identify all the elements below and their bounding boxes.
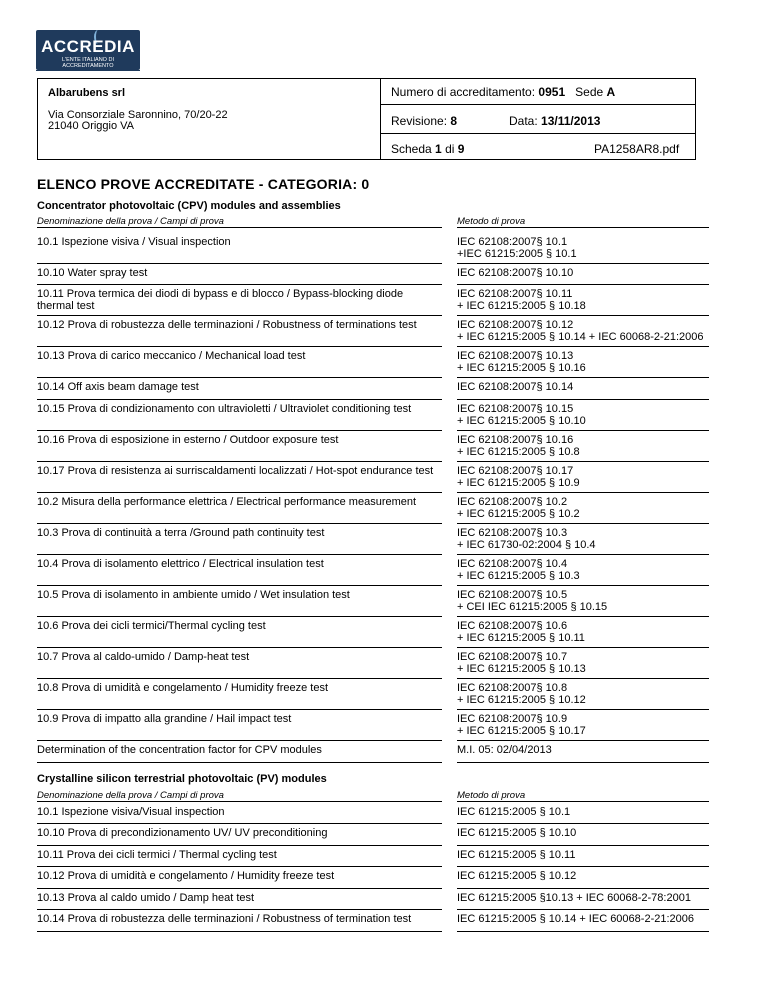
test-name: 10.10 Water spray test — [37, 267, 148, 279]
test-method: IEC 62108:2007§ 10.9 + IEC 61215:2005 § 10.17 — [457, 713, 586, 737]
table-row — [37, 889, 709, 910]
table-row — [37, 524, 709, 555]
header-divider-vertical — [380, 79, 381, 160]
test-method: IEC 62108:2007§ 10.7 + IEC 61215:2005 § 10.13 — [457, 651, 586, 675]
test-name: 10.14 Off axis beam damage test — [37, 381, 199, 393]
test-method: IEC 61215:2005 § 10.1 — [457, 806, 571, 818]
test-name: 10.15 Prova di condizionamento con ultravioletti / Ultraviolet conditioning test — [37, 403, 412, 415]
test-name: 10.2 Misura della performance elettrica / Electrical performance measurement — [37, 496, 417, 508]
section-title: Crystalline silicon terrestrial photovoltaic (PV) modules — [37, 773, 327, 785]
address-line-1: Via Consorziale Saronnino, 70/20-22 — [48, 109, 228, 121]
table-row — [37, 741, 709, 763]
table-row — [37, 555, 709, 586]
sheet-info — [391, 142, 464, 156]
table-row — [37, 264, 709, 285]
test-method: IEC 62108:2007§ 10.14 — [457, 381, 574, 393]
table-row — [37, 378, 709, 400]
revision-info — [391, 114, 457, 128]
table-row — [37, 493, 709, 524]
table-row — [37, 347, 709, 378]
test-method: IEC 61215:2005 § 10.10 — [457, 827, 577, 839]
test-name: 10.11 Prova dei cicli termici / Thermal cycling test — [37, 849, 277, 861]
table-row — [37, 431, 709, 462]
revision-label: Revisione: — [391, 114, 448, 128]
logo-name: ACCREDIA — [41, 37, 135, 56]
table-row — [37, 824, 709, 846]
test-method: IEC 62108:2007§ 10.5 + CEI IEC 61215:2005 § 10.15 — [457, 589, 608, 613]
test-name: 10.7 Prova al caldo-umido / Damp-heat test — [37, 651, 250, 663]
test-method: IEC 61215:2005 § 10.11 — [457, 849, 576, 861]
test-name: 10.5 Prova di isolamento in ambiente umido / Wet insulation test — [37, 589, 350, 601]
company-name: Albarubens srl — [48, 87, 126, 99]
test-method: IEC 62108:2007§ 10.6 + IEC 61215:2005 § 10.11 — [457, 620, 585, 644]
page-title: ELENCO PROVE ACCREDITATE - CATEGORIA: 0 — [37, 176, 370, 192]
test-method: IEC 62108:2007§ 10.3 + IEC 61730-02:2004 § 10.4 — [457, 527, 596, 551]
test-name: 10.12 Prova di robustezza delle terminazioni / Robustness of terminations test — [37, 319, 417, 331]
accreditation-label: Numero di accreditamento: — [391, 85, 536, 99]
test-name: 10.11 Prova termica dei diodi di bypass e di blocco / Bypass-blocking diode thermal test — [37, 288, 404, 312]
column-header-test: Denominazione della prova / Campi di prova — [37, 216, 224, 227]
test-method: IEC 62108:2007§ 10.12 + IEC 61215:2005 § 10.14 + IEC 60068-2-21:2006 — [457, 319, 704, 343]
test-name: 10.3 Prova di continuità a terra /Ground path continuity test — [37, 527, 325, 539]
table-row — [37, 462, 709, 493]
test-method: IEC 62108:2007§ 10.4 + IEC 61215:2005 § 10.3 — [457, 558, 580, 582]
test-name: 10.13 Prova al caldo umido / Damp heat test — [37, 892, 255, 904]
logo-underline — [36, 70, 140, 71]
date-info — [509, 114, 600, 128]
table-row — [37, 648, 709, 679]
sheet-total: 9 — [457, 142, 465, 156]
test-method: IEC 62108:2007§ 10.17 + IEC 61215:2005 § 10.9 — [457, 465, 580, 489]
header-divider-2 — [380, 133, 696, 134]
test-method: IEC 62108:2007§ 10.8 + IEC 61215:2005 § 10.12 — [457, 682, 586, 706]
test-method: IEC 61215:2005 §10.13 + IEC 60068-2-78:2001 — [457, 892, 691, 904]
header-box — [37, 78, 696, 160]
row-rule-right — [457, 762, 709, 763]
header-divider-1 — [380, 104, 696, 105]
test-name: 10.13 Prova di carico meccanico / Mechanical load test — [37, 350, 306, 362]
test-method: IEC 62108:2007§ 10.10 — [457, 267, 574, 279]
table-row — [37, 910, 709, 932]
test-method: IEC 61215:2005 § 10.12 — [457, 870, 577, 882]
filename: PA1258AR8.pdf — [594, 142, 680, 156]
logo-tagline: L'ENTE ITALIANO DI ACCREDITAMENTO — [62, 57, 114, 69]
revision-value: 8 — [450, 114, 458, 128]
test-name: 10.9 Prova di impatto alla grandine / Hail impact test — [37, 713, 292, 725]
column-header-method: Metodo di prova — [457, 216, 526, 227]
sheet-of: di — [445, 142, 455, 156]
test-name: 10.10 Prova di precondizionamento UV/ UV preconditioning — [37, 827, 328, 839]
sheet-value: 1 — [435, 142, 442, 156]
test-method: IEC 62108:2007§ 10.2 + IEC 61215:2005 § 10.2 — [457, 496, 580, 520]
column-header-method: Metodo di prova — [457, 790, 526, 801]
table-row — [37, 285, 709, 316]
accreditation-number: 0951 — [538, 85, 566, 99]
test-name: 10.12 Prova di umidità e congelamento / Humidity freeze test — [37, 870, 335, 882]
section-title: Concentrator photovoltaic (CPV) modules and assemblies — [37, 200, 341, 212]
accreditation-info — [391, 85, 615, 99]
table-row — [37, 846, 709, 867]
table-row — [37, 803, 709, 824]
row-rule-right — [457, 931, 709, 932]
site-label: Sede — [575, 85, 604, 99]
table-row — [37, 679, 709, 710]
header-rule-left — [37, 801, 442, 802]
test-method: IEC 62108:2007§ 10.1 +IEC 61215:2005 § 10.1 — [457, 236, 577, 260]
test-name: 10.16 Prova di esposizione in esterno / Outdoor exposure test — [37, 434, 339, 446]
address-line-2: 21040 Origgio VA — [48, 120, 135, 132]
test-name: 10.4 Prova di isolamento elettrico / Electrical insulation test — [37, 558, 324, 570]
table-row — [37, 233, 709, 264]
test-method: IEC 61215:2005 § 10.14 + IEC 60068-2-21:2006 — [457, 913, 694, 925]
test-name: 10.8 Prova di umidità e congelamento / Humidity freeze test — [37, 682, 329, 694]
sheet-label: Scheda — [391, 142, 432, 156]
date-label: Data: — [509, 114, 538, 128]
site-value: A — [606, 85, 616, 99]
test-name: 10.17 Prova di resistenza ai surriscaldamenti localizzati / Hot-spot endurance test — [37, 465, 434, 477]
table-row — [37, 586, 709, 617]
test-name: 10.6 Prova dei cicli termici/Thermal cycling test — [37, 620, 266, 632]
row-rule-left — [37, 931, 442, 932]
test-method: M.I. 05: 02/04/2013 — [457, 744, 552, 756]
header-rule-right — [457, 227, 709, 228]
test-method: IEC 62108:2007§ 10.15 + IEC 61215:2005 § 10.10 — [457, 403, 586, 427]
test-name: 10.1 Ispezione visiva/Visual inspection — [37, 806, 225, 818]
header-rule-left — [37, 227, 442, 228]
table-row — [37, 617, 709, 648]
test-method: IEC 62108:2007§ 10.13 + IEC 61215:2005 § 10.16 — [457, 350, 586, 374]
test-name: 10.14 Prova di robustezza delle terminazioni / Robustness of termination test — [37, 913, 412, 925]
test-name: Determination of the concentration factor for CPV modules — [37, 744, 322, 756]
test-name: 10.1 Ispezione visiva / Visual inspection — [37, 236, 231, 248]
table-row — [37, 316, 709, 347]
table-row — [37, 867, 709, 889]
test-method: IEC 62108:2007§ 10.16 + IEC 61215:2005 § 10.8 — [457, 434, 580, 458]
row-rule-left — [37, 762, 442, 763]
header-rule-right — [457, 801, 709, 802]
column-header-test: Denominazione della prova / Campi di prova — [37, 790, 224, 801]
table-row — [37, 710, 709, 741]
date-value: 13/11/2013 — [541, 114, 601, 128]
table-row — [37, 400, 709, 431]
test-method: IEC 62108:2007§ 10.11 + IEC 61215:2005 § 10.18 — [457, 288, 586, 312]
